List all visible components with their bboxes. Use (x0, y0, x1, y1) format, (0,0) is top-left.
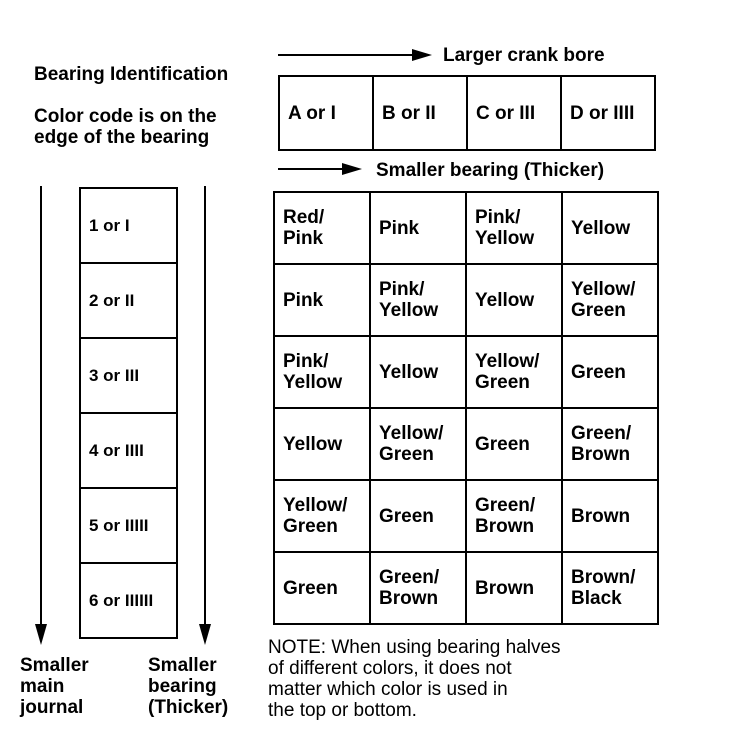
bearing-color-text: Yellow (379, 300, 439, 321)
bearing-color-cell (370, 336, 466, 408)
bearing-color-text: Green/ (475, 495, 536, 516)
top-arrow-icon (278, 49, 432, 61)
bearing-color-text: Green (283, 577, 338, 599)
bearing-color-cell (466, 552, 562, 624)
crank-bore-code-cell: C or III (467, 76, 561, 150)
bearing-color-cell (562, 264, 658, 336)
label-line: bearing (148, 676, 217, 697)
journal-code-cell: 1 or I (80, 188, 177, 263)
note-line: the top or bottom. (268, 700, 417, 721)
note-line: of different colors, it does not (268, 658, 512, 679)
bearing-color-cell (466, 192, 562, 264)
bearing-color-text: Yellow (475, 289, 535, 311)
crank-bore-code-cell: D or IIII (561, 76, 655, 150)
bearing-color-cell (466, 264, 562, 336)
smaller-bearing-thicker-label (148, 655, 228, 718)
right-down-arrow-icon (199, 186, 211, 645)
bearing-color-text: Green (475, 372, 530, 393)
bearing-color-text: Brown/ (571, 567, 636, 588)
bearing-color-text: Brown (571, 505, 631, 527)
bearing-color-text: Green (571, 361, 626, 383)
bearing-color-cell (274, 192, 370, 264)
bearing-color-text: Green (379, 505, 434, 527)
bearing-color-table-body (274, 192, 658, 624)
bearing-color-row (274, 408, 658, 480)
bearing-color-text: Pink/ (283, 351, 329, 372)
bearing-color-text: Pink (379, 217, 420, 239)
bearing-color-text: Brown (571, 444, 631, 465)
journal-code-cell: 2 or II (80, 263, 177, 338)
bearing-color-text: Green/ (571, 423, 632, 444)
crank-bore-code-cell: B or II (373, 76, 467, 150)
bearing-color-text: Yellow (571, 217, 631, 239)
label-line: Smaller (20, 655, 89, 676)
bearing-color-text: Green/ (379, 567, 440, 588)
subtitle-line: edge of the bearing (34, 127, 210, 148)
bearing-color-cell (370, 192, 466, 264)
journal-code-cell: 4 or IIII (80, 413, 177, 488)
bearing-color-cell (562, 408, 658, 480)
bearing-color-cell (370, 552, 466, 624)
bearing-color-text: Yellow (475, 228, 535, 249)
bearing-color-cell (466, 480, 562, 552)
bearing-color-text: Yellow/ (475, 351, 540, 372)
bearing-color-text: Pink/ (379, 279, 425, 300)
label-line: (Thicker) (148, 697, 229, 718)
bearing-color-text: Pink/ (475, 207, 521, 228)
bearing-color-text: Yellow (379, 361, 439, 383)
bearing-color-cell (370, 264, 466, 336)
smaller-bearing-label: Smaller bearing (Thicker) (376, 160, 605, 181)
diagram-title: Bearing Identification (34, 64, 229, 85)
bearing-color-text: Green (283, 516, 338, 537)
bearing-color-cell (274, 336, 370, 408)
journal-code-cell: 6 or IIIIII (80, 563, 177, 638)
bearing-color-table (273, 191, 659, 625)
journal-code-cell: 3 or III (80, 338, 177, 413)
bearing-color-cell (562, 480, 658, 552)
bearing-color-cell (466, 336, 562, 408)
mid-arrow-icon (278, 163, 362, 175)
smaller-main-journal-label (20, 655, 89, 718)
bearing-color-text: Green (475, 433, 530, 455)
bearing-color-cell (274, 264, 370, 336)
bearing-color-text: Brown (475, 516, 535, 537)
note-text (268, 637, 561, 721)
left-down-arrow-icon (35, 186, 47, 645)
larger-crank-bore-label: Larger crank bore (443, 45, 605, 66)
bearing-color-cell (370, 480, 466, 552)
subtitle-line: Color code is on the (34, 106, 217, 127)
bearing-color-cell (274, 408, 370, 480)
note-line: NOTE: When using bearing halves (268, 637, 561, 658)
bearing-color-text: Yellow (283, 433, 343, 455)
bearing-color-cell (562, 552, 658, 624)
bearing-color-row (274, 192, 658, 264)
bearing-color-text: Yellow/ (571, 279, 636, 300)
bearing-color-text: Green (379, 444, 434, 465)
bearing-color-row (274, 264, 658, 336)
label-line: journal (20, 697, 84, 718)
bearing-color-text: Red/ (283, 207, 325, 228)
bearing-color-cell (274, 552, 370, 624)
bearing-color-text: Brown (379, 588, 439, 609)
bearing-color-row (274, 336, 658, 408)
bearing-color-text: Yellow/ (379, 423, 444, 444)
bearing-color-text: Yellow (283, 372, 343, 393)
journal-code-cell: 5 or IIIII (80, 488, 177, 563)
crank-bore-code-cell: A or I (279, 76, 373, 150)
bearing-color-cell (562, 336, 658, 408)
label-line: Smaller (148, 655, 217, 676)
bearing-color-cell (562, 192, 658, 264)
bearing-color-row (274, 480, 658, 552)
bearing-color-text: Pink (283, 228, 324, 249)
note-line: matter which color is used in (268, 679, 508, 700)
label-line: main (20, 676, 65, 697)
bearing-color-text: Green (571, 300, 626, 321)
bearing-color-text: Brown (475, 577, 535, 599)
bearing-color-text: Pink (283, 289, 324, 311)
bearing-color-text: Black (571, 588, 622, 609)
crank-bore-code-table (278, 75, 656, 151)
bearing-color-cell (274, 480, 370, 552)
bearing-color-cell (370, 408, 466, 480)
bearing-color-text: Yellow/ (283, 495, 348, 516)
bearing-color-cell (466, 408, 562, 480)
bearing-color-row (274, 552, 658, 624)
journal-code-table (79, 187, 178, 639)
